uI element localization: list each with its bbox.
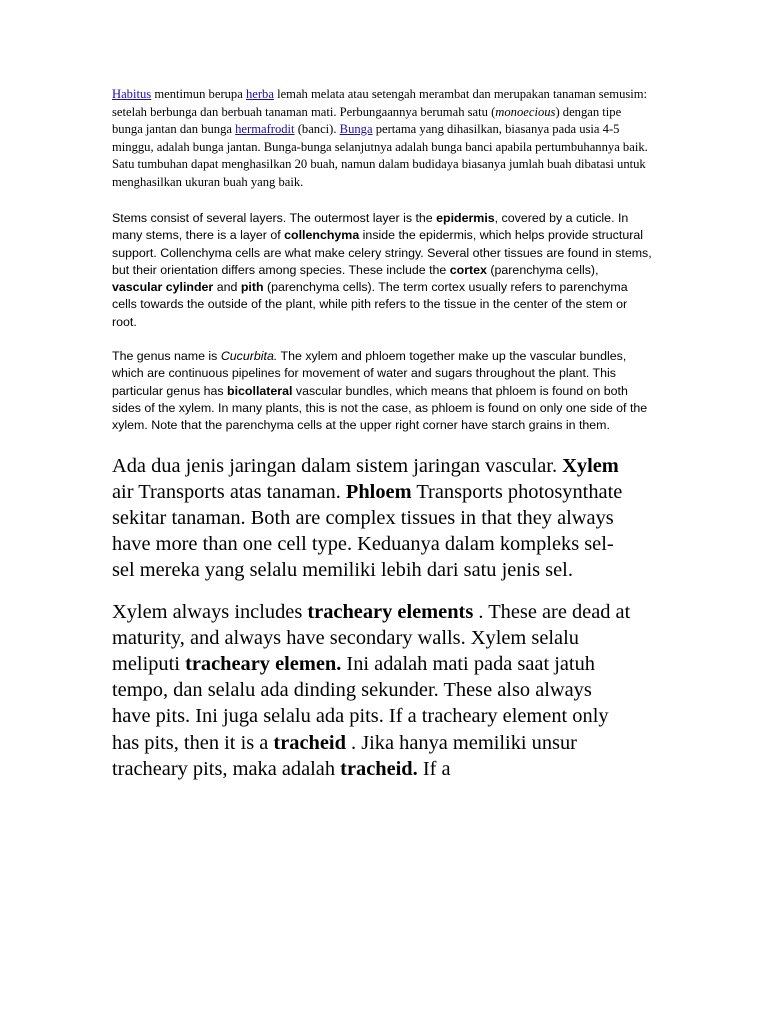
term-collenchyma: collenchyma [284, 228, 360, 243]
paragraph-genus: The genus name is Cucurbita. The xylem and phloem together make up the vascular bundles, which are continuous pipelines for movement of water and sugars throughout the plant. This particular genus has bicollateral vascular bundles, which means that phloem is found on both sides of the xylem. In many plants, this is not the case, as phloem is found on only one side of the xylem. Note that the parenchyma cells at the upper right corner have starch grains in them. [112, 349, 648, 433]
document-body [112, 86, 652, 798]
paragraph-stems: Stems consist of several layers. The outermost layer is the epidermis, covered by a cuticle. In many stems, there is a layer of collenchyma inside the epidermis, which helps provide structural support. Collenchyma cells are what make celery stringy. Several other tissues are found in stems, but their orientation differs among species. These include the cortex (parenchyma cells), vascular cylinder and pith (parenchyma cells). The term cortex usually refers to parenchyma cells towards the outside of the plant, while pith refers to the tissue in the center of the stem or root. [112, 211, 652, 329]
monoecious-term: monoecious [495, 104, 556, 119]
term-bicollateral: bicollateral [227, 383, 293, 398]
term-phloem: Phloem [345, 480, 412, 503]
term-xylem: Xylem [562, 454, 619, 477]
term-epidermis: epidermis [436, 211, 495, 225]
link-bunga[interactable]: Bunga [339, 122, 373, 136]
term-tracheary-elemen: tracheary elemen. [185, 653, 342, 676]
paragraph-tracheary: Xylem always includes tracheary elements . These are dead at maturity, and always have secondary walls. Xylem selalu meliputi tracheary elemen. Ini adalah mati pada saat jatuh tempo, dan selalu ada dinding sekunder. These also always have pits. Ini juga selalu ada pits. If a tracheary element only has pits, then it is a tracheid . Jika hanya memiliki unsur tracheary pits, maka adalah tracheid. If a [112, 601, 631, 780]
term-cortex: cortex [449, 262, 487, 277]
term-pith: pith [240, 280, 264, 295]
term-cucurbita: Cucurbita. [220, 349, 278, 364]
paragraph-habitus: Habitus mentimun berupa herba lemah melata atau setengah merambat dan merupakan tanaman semusim: setelah berbunga dan berbuah tanaman mati. Perbungaannya berumah satu (monoecious) dengan tipe bunga jantan dan bunga hermafrodit (banci). Bunga pertama yang dihasilkan, biasanya pada usia 4-5 minggu, adalah bunga jantan. Bunga-bunga selanjutnya adalah bunga banci apabila pertumbuhannya baik. Satu tumbuhan dapat menghasilkan 20 buah, namun dalam budidaya biasanya jumlah buah dibatasi untuk menghasilkan ukuran buah yang baik. [112, 87, 648, 189]
link-habitus[interactable]: Habitus [112, 87, 152, 101]
link-hermafrodit[interactable]: hermafrodit [235, 122, 295, 136]
paragraph-vascular-tissues: Ada dua jenis jaringan dalam sistem jaringan vascular. Xylem air Transports atas tanaman. Phloem Transports photosynthate sekitar tanaman. Both are complex tissues in that they always have more than one cell type. Keduanya dalam kompleks sel-sel mereka yang selalu memiliki lebih dari satu jenis sel. [112, 454, 623, 581]
term-tracheid: tracheid [273, 731, 346, 754]
link-herba[interactable]: herba [245, 87, 274, 101]
term-tracheary-elements: tracheary elements [307, 601, 474, 624]
term-tracheid-2: tracheid. [340, 757, 418, 780]
term-vascular-cylinder: vascular cylinder [112, 280, 214, 295]
